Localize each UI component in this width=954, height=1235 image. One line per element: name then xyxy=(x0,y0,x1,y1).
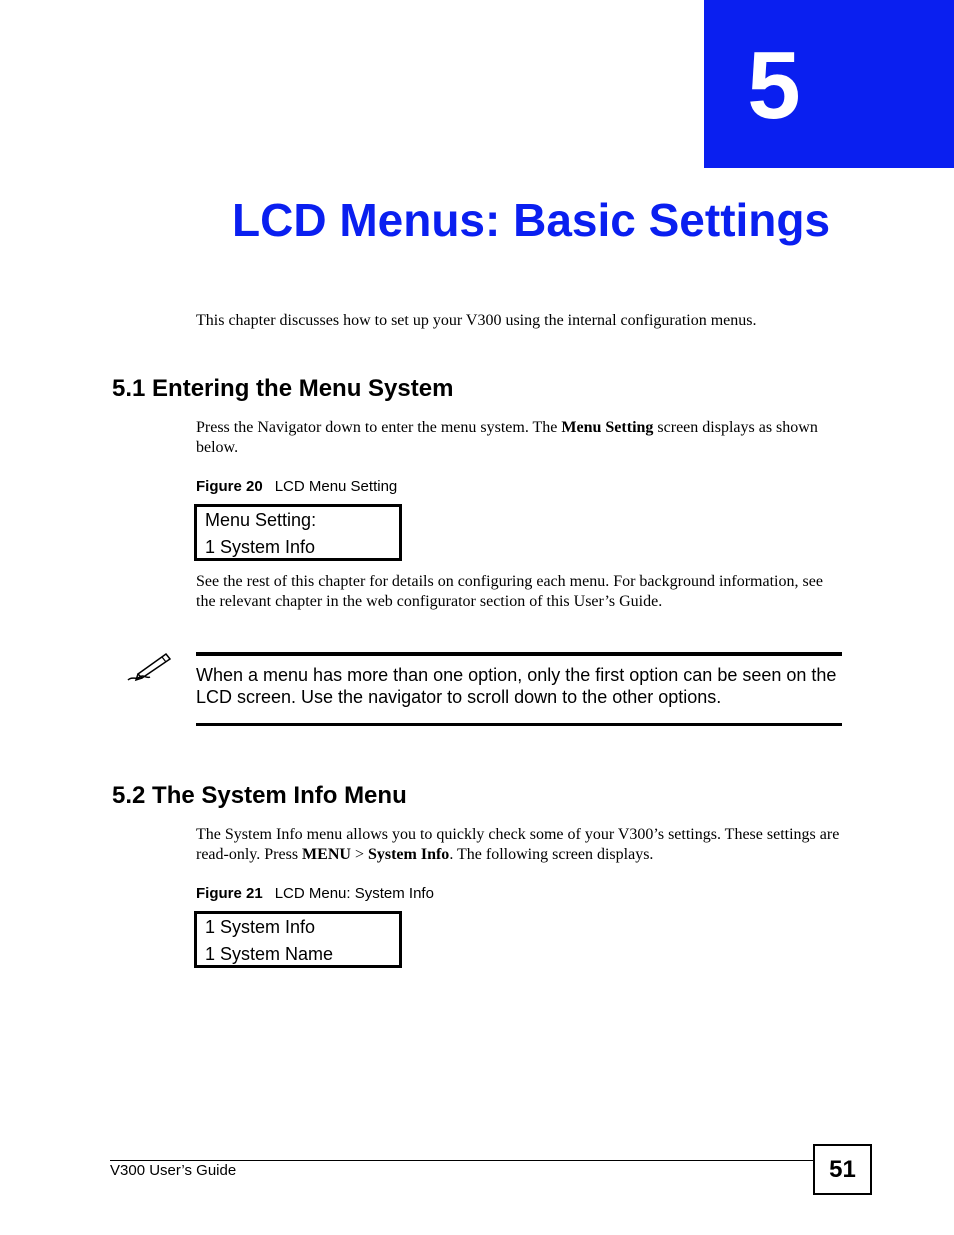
section1-paragraph xyxy=(196,418,846,458)
figure-title: LCD Menu Setting xyxy=(274,478,398,495)
chapter-number: 5 xyxy=(747,32,801,139)
chapter-number-box xyxy=(704,0,954,168)
note-bottom-rule xyxy=(196,723,842,726)
section2-paragraph xyxy=(196,825,846,865)
lcd-line: 1 System Info xyxy=(205,917,316,937)
page-number: 51 xyxy=(813,1144,872,1195)
intro-paragraph: This chapter discusses how to set up your V300 using the internal configuration menus. xyxy=(196,312,757,329)
text-run: screen displays as shown below. xyxy=(196,419,818,456)
chapter-title: LCD Menus: Basic Settings xyxy=(232,194,831,246)
text-run: . The following screen displays. xyxy=(449,846,654,863)
lcd-screen xyxy=(194,504,402,561)
text-run: > xyxy=(350,846,368,863)
text-run: The System Info menu allows you to quickly check some of your V300’s settings. These settings are read-only. Press xyxy=(196,826,840,863)
footer-guide-title: V300 User’s Guide xyxy=(110,1162,237,1179)
bold-term: MENU xyxy=(302,846,351,863)
text-run: Press the Navigator down to enter the menu system. The xyxy=(196,419,562,436)
figure-caption xyxy=(196,478,397,496)
section-heading-5-2: 5.2 The System Info Menu xyxy=(112,782,407,809)
bold-term: Menu Setting xyxy=(561,419,654,436)
figure-title: LCD Menu: System Info xyxy=(274,885,434,902)
note-text: When a menu has more than one option, only the first option can be seen on the LCD screen. Use the navigator to scroll down to the other options. xyxy=(196,665,837,707)
note-top-rule xyxy=(196,652,842,656)
lcd-line: Menu Setting: xyxy=(205,510,317,530)
figure-label: Figure 21 xyxy=(196,885,263,902)
figure-label: Figure 20 xyxy=(196,478,263,495)
figure-caption xyxy=(196,885,434,903)
bold-term: System Info xyxy=(367,846,450,863)
section1-paragraph-2: See the rest of this chapter for details on configuring each menu. For background information, see the relevant chapter in the web configurator section of this User’s Guide. xyxy=(196,573,823,610)
section-heading-5-1: 5.1 Entering the Menu System xyxy=(112,375,454,402)
pencil-note-icon xyxy=(124,650,174,686)
lcd-line: 1 System Info xyxy=(205,537,316,557)
lcd-line: 1 System Name xyxy=(205,944,334,964)
footer-rule xyxy=(110,1160,814,1161)
lcd-screen xyxy=(194,911,402,968)
